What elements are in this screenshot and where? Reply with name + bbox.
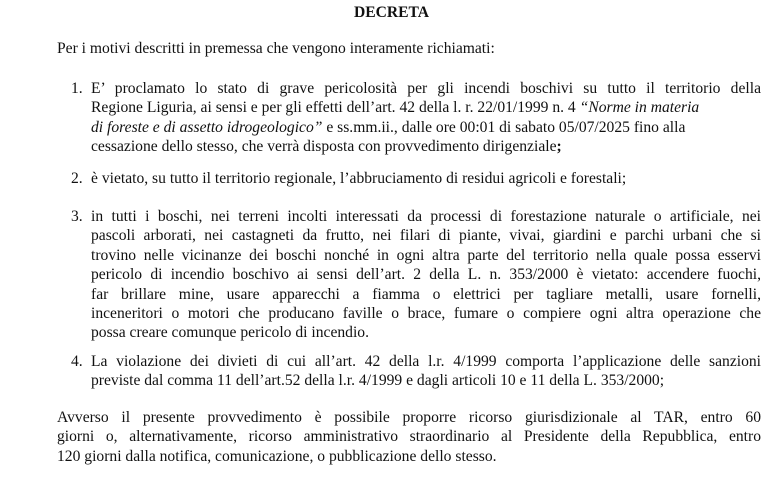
- intro-line: Per i motivi descritti in premessa che vengono interamente richiamati:: [57, 40, 495, 57]
- text-line: 120 giorni dalla notifica, comunicazione, o pubblicazione dello stesso.: [57, 447, 497, 465]
- list-item-text: [91, 207, 761, 343]
- text-segment: cessazione dello stesso, che verrà disposta con provvedimento dirigenziale: [91, 138, 557, 156]
- text-line: giorni o, alternativamente, ricorso amministrativo straordinario al Presidente della Repubblica, entro: [57, 428, 761, 446]
- intro-paragraph: [57, 39, 761, 58]
- law-title-italic: “Norme in materia: [579, 99, 700, 117]
- text-line: trovino nelle vicinanze dei boschi nonché in ogni altra parte del territorio nella quale possa esservi: [91, 246, 761, 264]
- list-item-number: 2.: [71, 170, 83, 187]
- list-item-3: [57, 207, 761, 343]
- text-segment: e ss.mm.ii., dalle ore 00:01 di sabato 05/07/2025 fino alla: [322, 118, 686, 136]
- list-item-1: [57, 79, 761, 157]
- text-line: previste dal comma 11 dell’art.52 della l.r. 4/1999 e dagli articoli 10 e 11 della L. 353/2000;: [91, 372, 665, 390]
- list-item-text: [91, 352, 761, 391]
- text-line: possa creare comunque pericolo di incendio.: [91, 324, 369, 342]
- text-line: [91, 137, 761, 156]
- text-line: inceneritori o motori che producano faville o brace, fumare o compiere ogni altra operazione che: [91, 305, 761, 323]
- list-item-number: 4.: [71, 353, 83, 370]
- decree-title: DECRETA: [353, 4, 430, 21]
- law-title-italic: di foreste e di assetto idrogeologico”: [91, 118, 323, 136]
- text-line: La violazione dei divieti di cui all’art. 42 della l.r. 4/1999 comporta l’applicazione delle sanzioni: [91, 353, 761, 370]
- text-line: pericolo di incendio boschivo ai sensi dell’art. 2 della L. n. 353/2000 è vietato: accendere fuochi,: [91, 266, 761, 284]
- text-line: [91, 118, 761, 137]
- text-segment: Regione Liguria, ai sensi e per gli effetti dell’art. 42 della l. r. 22/01/1999 n. 4: [91, 99, 580, 117]
- list-item-text: [91, 169, 761, 188]
- text-line: Avverso il presente provvedimento è possibile proporre ricorso giurisdizionale al TAR, entro 60: [57, 409, 761, 426]
- text-line: E’ proclamato lo stato di grave pericolosità per gli incendi boschivi su tutto il territorio della: [91, 80, 761, 97]
- list-item-number: 3.: [71, 208, 83, 225]
- semicolon-bold: ;: [556, 138, 562, 156]
- text-line: in tutti i boschi, nei terreni incolti interessati da processi di forestazione naturale o artificiale, nei: [91, 208, 761, 225]
- list-item-4: [57, 352, 761, 391]
- text-line: [91, 98, 761, 117]
- list-item-text: [91, 79, 761, 157]
- text-line: pascoli arborati, nei castagneti da frutto, nei filari di piante, vivai, giardini e parchi urbani che si: [91, 227, 761, 245]
- text-line: è vietato, su tutto il territorio regionale, l’abbruciamento di residui agricoli e forestali;: [91, 170, 627, 187]
- text-line: far brillare mine, usare apparecchi a fiamma o elettrici per tagliare metalli, usare fornelli,: [91, 285, 761, 303]
- list-item-2: [57, 169, 761, 188]
- list-item-number: 1.: [71, 80, 83, 97]
- closing-paragraph: [57, 408, 761, 466]
